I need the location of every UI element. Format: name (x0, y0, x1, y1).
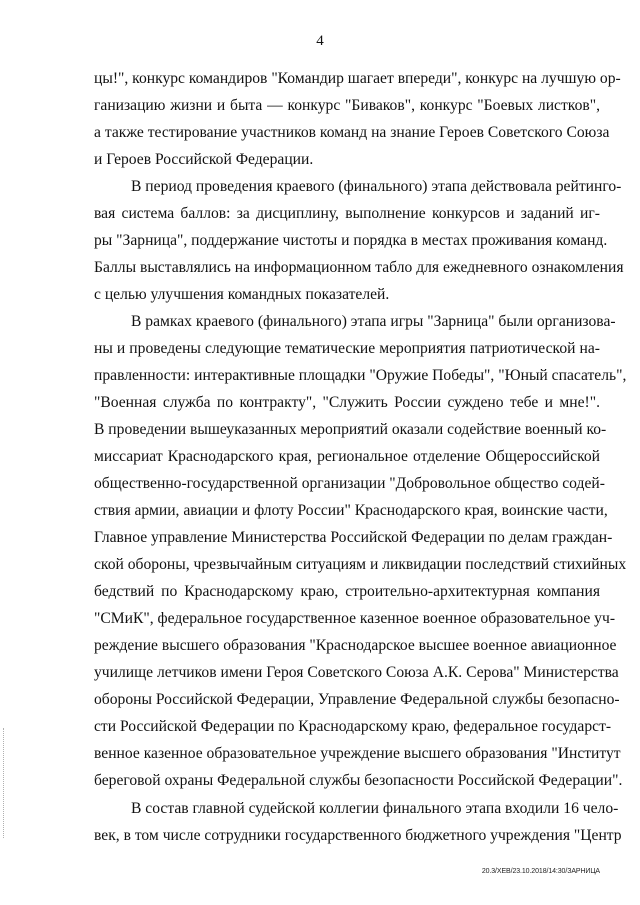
text-line: правленности: интерактивные площадки "Оружие Победы", "Юный спасатель", (94, 367, 627, 384)
text-line: "СМиК", федеральное государственное казенное военное образовательное уч- (94, 610, 616, 627)
scan-margin-mark (3, 728, 5, 838)
text-line: сти Российской Федерации по Краснодарскому краю, федеральное государст- (94, 718, 612, 735)
text-line: бедствий по Краснодарскому краю, строительно-архитектурная компания (94, 583, 600, 600)
text-line: ганизацию жизни и быта — конкурс "Биваков", конкурс "Боевых листков", (94, 97, 600, 114)
text-line: ны и проведены следующие тематические мероприятия патриотической на- (94, 340, 600, 357)
text-line: венное казенное образовательное учреждение высшего образования "Институт (94, 745, 621, 762)
text-line: ской обороны, чрезвычайным ситуациям и ликвидации последствий стихийных (94, 556, 627, 573)
text-line: а также тестирование участников команд на знание Героев Советского Союза (94, 124, 610, 141)
text-line: миссариат Краснодарского края, региональное отделение Общероссийской (94, 448, 600, 465)
paragraph-first-line: В период проведения краевого (финального) этапа действовала рейтинго- (131, 178, 622, 195)
text-line: обороны Российской Федерации, Управление Федеральной службы безопасно- (94, 691, 620, 708)
text-line: с целью улучшения командных показателей. (94, 286, 390, 303)
page-number: 4 (316, 33, 324, 49)
text-line: береговой охраны Федеральной службы безопасности Российской Федерации". (94, 772, 623, 789)
text-line: реждение высшего образования "Краснодарское высшее военное авиационное (94, 637, 617, 654)
text-line: век, в том числе сотрудники государственного бюджетного учреждения "Центр (94, 827, 622, 844)
text-line: Главное управление Министерства Российской Федерации по делам граждан- (94, 529, 613, 546)
text-line: и Героев Российской Федерации. (94, 151, 314, 168)
text-line: училище летчиков имени Героя Советского Союза А.К. Серова" Министерства (94, 664, 619, 681)
text-line: общественно-государственной организации "Добровольное общество содей- (94, 475, 605, 492)
paragraph-first-line: В рамках краевого (финального) этапа игры "Зарница" были организова- (131, 313, 616, 330)
text-line: вая система баллов: за дисциплину, выполнение конкурсов и заданий иг- (94, 205, 600, 222)
text-line: Баллы выставлялись на информационном табло для ежедневного ознакомления (94, 259, 624, 276)
text-line: ры "Зарница", поддержание чистоты и порядка в местах проживания команд. (94, 232, 608, 249)
paragraph-first-line: В состав главной судейской коллегии финального этапа входили 16 чело- (131, 800, 619, 817)
text-line: "Военная служба по контракту", "Служить России суждено тебе и мне!". (94, 394, 600, 411)
text-line: цы!", конкурс командиров "Командир шагает впереди", конкурс на лучшую ор- (94, 70, 621, 87)
text-line: В проведении вышеуказанных мероприятий оказали содействие военный ко- (94, 421, 607, 438)
document-footer-code: 20.3/XEB/23.10.2018/14:30/ЗАРНИЦА (481, 868, 600, 875)
text-line: ствия армии, авиации и флоту России" Краснодарского края, воинские части, (94, 502, 608, 519)
